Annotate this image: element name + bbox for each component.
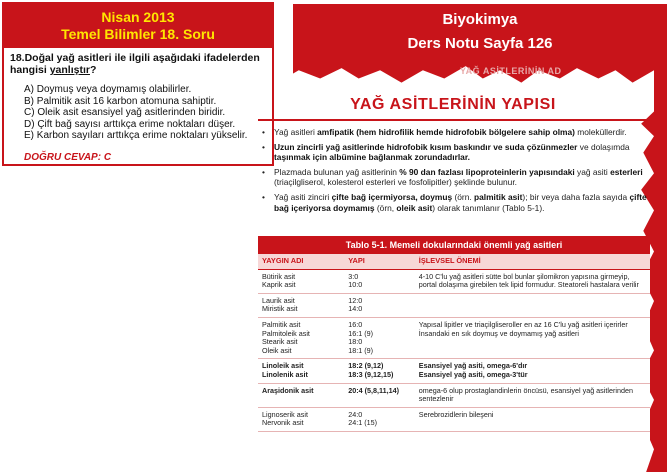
exam-date: Nisan 2013: [101, 9, 175, 25]
fatty-acid-structure: 16:0: [348, 319, 363, 329]
table-caption: Tablo 5-1. Memeli dokularındaki önemli yağ asitleri: [258, 236, 650, 254]
notes-page: Ders Notu Sayfa 126: [407, 35, 553, 52]
fatty-acid-structure: 18:1 (9): [348, 345, 374, 355]
bullet-text: Yağ asitleri: [274, 127, 318, 137]
option-c: C) Oleik asit esansiyel yağ asitlerinden biridir.: [24, 107, 226, 119]
bullet-item: [258, 192, 648, 213]
section-heading: YAĞ ASİTLERİNİN YAPISI: [350, 96, 556, 113]
bullet-bold-text: çifte bağ içermiyorsa, doymuş: [331, 191, 453, 202]
fatty-acid-structure: 20:4 (5,8,11,14): [348, 385, 399, 395]
bullet-text: moleküllerdir.: [574, 127, 627, 137]
function-line: Esansiyel yağ asiti, omega-3'tür: [418, 369, 528, 379]
fatty-acid-name: Araşidonik asit: [262, 385, 314, 395]
cell-function: [415, 359, 650, 383]
table-row: [258, 407, 650, 431]
fatty-acid-structure: 18:0: [348, 337, 363, 347]
header-function: İŞLEVSEL ÖNEMİ: [415, 254, 650, 269]
option-b: B) Palmitik asit 16 karbon atomuna sahiptir.: [24, 95, 217, 107]
cell-common-name: [258, 383, 344, 407]
bullet-bold-text: Uzun zincirli yağ asitlerinde hidrofobik kısım baskındır ve suda çözünmezler: [274, 141, 578, 152]
bullet-text: yağ asiti: [574, 166, 611, 177]
bullet-bold-text: oleik asit: [396, 202, 433, 213]
table-header-row: [258, 254, 650, 269]
question-body: [4, 48, 272, 164]
cell-common-name: [258, 407, 344, 431]
fatty-acid-name: Linoleik asit: [262, 361, 304, 371]
question-stem-keyword: yanlıştır: [49, 64, 90, 76]
header-common-name: YAYGIN ADI: [258, 254, 344, 269]
option-e: E) Karbon sayıları arttıkça erime noktaları yükselir.: [24, 130, 248, 142]
cell-common-name: [258, 293, 344, 317]
fatty-acid-name: Lignoserik asit: [262, 409, 308, 419]
faded-heading: YAĞ ASİTLERİNİN AD: [460, 66, 562, 76]
bullet-item: [258, 167, 648, 188]
cell-structure: [344, 407, 415, 431]
option-a: A) Doymuş veya doymamış olabilirler.: [24, 84, 192, 95]
fatty-acid-name: Palmitik asit: [262, 319, 301, 329]
fatty-acid-table: [258, 254, 650, 432]
fatty-acid-structure: 16:1 (9): [348, 328, 374, 338]
bullet-bold-text: palmitik asit: [474, 191, 523, 202]
bullet-item: [258, 127, 648, 138]
fatty-acid-name: Oleik asit: [262, 345, 292, 355]
cell-common-name: [258, 269, 344, 293]
question-stem-prefix: 18.Doğal yağ asitleri ile ilgili aşağıdaki ifadelerden hangisi: [10, 52, 260, 76]
fatty-acid-structure: 24:1 (15): [348, 418, 378, 428]
function-text: omega-6 olup prostaglandinlerin öncüsü, esansiyel yağ asitlerinden sentezlenir: [418, 385, 633, 404]
cell-structure: [344, 317, 415, 358]
fatty-acid-name: Palmitoleik asit: [262, 328, 310, 338]
fatty-acid-structure: 24:0: [348, 409, 363, 419]
fatty-acid-structure: 12:0: [348, 295, 363, 305]
cell-structure: [344, 293, 415, 317]
bullet-text: ve dolaşımda: [577, 141, 630, 152]
bullet-item: [258, 142, 648, 163]
cell-common-name: [258, 317, 344, 358]
question-number: Temel Bilimler 18. Soru: [61, 26, 215, 42]
fatty-acid-structure: 10:0: [348, 280, 363, 290]
fatty-acid-name: Kaprik asit: [262, 280, 296, 290]
option-d: D) Çift bağ sayısı arttıkça erime noktaları düşer.: [24, 118, 236, 130]
cell-structure: [344, 383, 415, 407]
fatty-acid-name: Miristik asit: [262, 304, 298, 314]
table-row: [258, 293, 650, 317]
fatty-acid-name: Laurik asit: [262, 295, 295, 305]
function-text: Yapısal lipitler ve triaçilgliseroller en az 16 C'lu yağ asitleri içerirler İnsandaki en sık doymuş ve doymamış yağ asitleri: [418, 319, 628, 338]
fatty-acid-table-box: [258, 236, 650, 458]
cell-function: [415, 383, 650, 407]
function-text: Serebrozidlerin bileşeni: [418, 409, 494, 419]
function-text: 4-10 C'lu yağ asitleri sütte bol bunlar şilomikron yapısına girmeyip, portal dolaşıma girebilen tek lipid formudur. Steatoreli hastalara verilir: [418, 271, 639, 290]
notes-title: [293, 8, 667, 56]
fatty-acid-structure: 3:0: [348, 271, 359, 281]
cell-function: [415, 269, 650, 293]
bullet-list: [258, 127, 648, 217]
header-structure: YAPI: [344, 254, 415, 269]
cell-structure: [344, 269, 415, 293]
cell-common-name: [258, 359, 344, 383]
bullet-bold-text: taşınmak için albümine bağlanmak zorundadırlar.: [274, 152, 470, 163]
question-card: [2, 2, 274, 166]
fatty-acid-name: Linolenik asit: [262, 369, 308, 379]
bullet-text: (triaçilgliserol, kolesterol esterleri ve fosfolipitler) şeklinde bulunur.: [274, 177, 517, 188]
bullet-text: (örn,: [374, 202, 397, 213]
bullet-bold-text: esterleri: [610, 166, 643, 177]
table-row: [258, 383, 650, 407]
fatty-acid-name: Nervonik asit: [262, 418, 304, 428]
cell-function: [415, 317, 650, 358]
bullet-text: ); bir veya daha fazla sayıda: [522, 191, 630, 202]
cell-structure: [344, 359, 415, 383]
table-row: [258, 317, 650, 358]
bullet-bold-text: amfipatik (hem hidrofilik hemde hidrofobik bölgelere sahip olma): [317, 127, 575, 137]
bullet-bold-text: % 90 dan fazlası lipoproteinlerin yapısındaki: [399, 166, 575, 177]
cell-function: [415, 407, 650, 431]
question-stem: [10, 52, 266, 76]
bullet-text: Plazmada bulunan yağ asitlerinin: [274, 166, 400, 177]
cell-function: [415, 293, 650, 317]
fatty-acid-structure: 14:0: [348, 304, 363, 314]
function-line: Esansiyel yağ asiti, omega-6'dır: [418, 361, 528, 371]
notes-subject: Biyokimya: [442, 11, 518, 28]
bullet-bold-text: çifte bağ içeriyorsa doymamış: [274, 191, 647, 213]
fatty-acid-name: Bütirik asit: [262, 271, 296, 281]
question-stem-suffix: ?: [89, 64, 97, 76]
table-body: [258, 269, 650, 431]
heading-divider: [258, 119, 650, 121]
table-row: [258, 359, 650, 383]
table-row: [258, 269, 650, 293]
question-card-header: [4, 4, 272, 48]
bullet-text: (örn.: [452, 191, 474, 202]
bullet-text: Yağ asiti zinciri: [274, 191, 332, 202]
fatty-acid-structure: 18:2 (9,12): [348, 361, 384, 371]
fatty-acid-structure: 18:3 (9,12,15): [348, 369, 394, 379]
answer-options: [24, 84, 266, 142]
fatty-acid-name: Stearik asit: [262, 337, 298, 347]
bullet-text: ) olarak tanımlanır (Tablo 5-1).: [432, 202, 545, 213]
correct-answer: DOĞRU CEVAP: C: [24, 151, 112, 163]
